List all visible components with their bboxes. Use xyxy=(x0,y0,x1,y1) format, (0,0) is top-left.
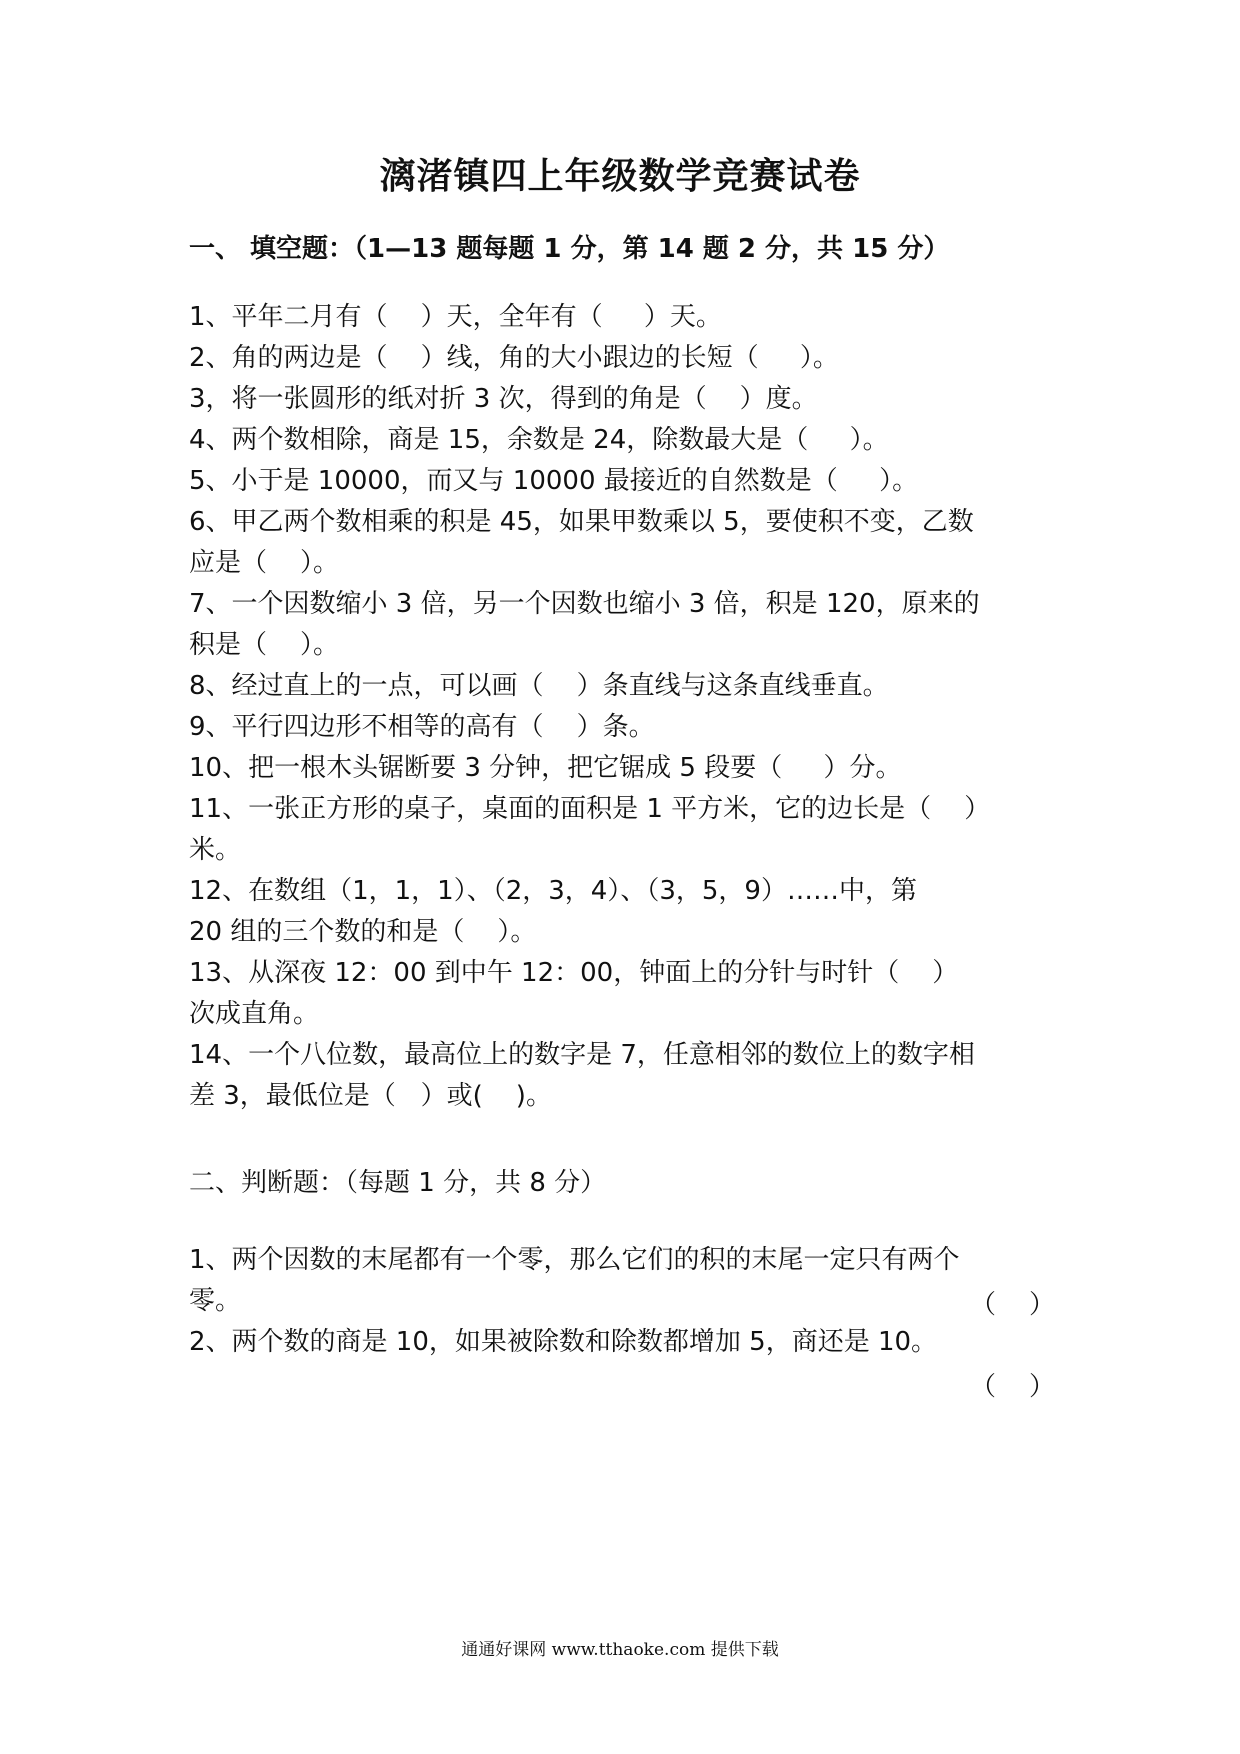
question-line: 1、平年二月有（ ）天，全年有（ ）天。 xyxy=(189,302,722,332)
question-line: 10、把一根木头锯断要 3 分钟，把它锯成 5 段要（ ）分。 xyxy=(189,753,902,783)
question-line: 米。 xyxy=(189,835,242,865)
question-line: 次成直角。 xyxy=(189,999,320,1029)
question-line: 6、甲乙两个数相乘的积是 45，如果甲数乘以 5，要使积不变，乙数 xyxy=(189,507,974,537)
question-line: 9、平行四边形不相等的高有（ ）条。 xyxy=(189,712,655,742)
question-line: 2、两个数的商是 10，如果被除数和除数都增加 5，商还是 10。 xyxy=(189,1327,938,1357)
question-line: 1、两个因数的末尾都有一个零，那么它们的积的末尾一定只有两个 xyxy=(189,1245,960,1275)
question-line: 零。 xyxy=(189,1286,242,1316)
section-2-heading: 二、判断题：（每题 1 分，共 8 分） xyxy=(189,1168,607,1198)
question-line: 8、经过直上的一点，可以画（ ）条直线与这条直线垂直。 xyxy=(189,671,889,701)
question-line: 3，将一张圆形的纸对折 3 次，得到的角是（ ）度。 xyxy=(189,384,818,414)
question-line: 积是（ ）。 xyxy=(189,630,340,660)
question-line: 11、一张正方形的桌子，桌面的面积是 1 平方米，它的边长是（ ） xyxy=(189,794,991,824)
question-line: 应是（ ）。 xyxy=(189,548,340,578)
question-line: 20 组的三个数的和是（ ）。 xyxy=(189,917,537,947)
footer-source: 通通好课网 www.tthaoke.com 提供下载 xyxy=(461,1640,779,1660)
question-line: 12、在数组（1，1，1）、（2，3，4）、（3，5，9）……中，第 xyxy=(189,876,917,906)
question-line: 差 3，最低位是（ ）或( )。 xyxy=(189,1081,552,1111)
question-line: 13、从深夜 12：00 到中午 12：00，钟面上的分针与时针（ ） xyxy=(189,958,959,988)
question-line: 4、两个数相除，商是 15，余数是 24，除数最大是（ ）。 xyxy=(189,425,889,455)
answer-parentheses: （ ） xyxy=(969,1290,1055,1320)
section-1-heading: 一、 填空题：（1—13 题每题 1 分，第 14 题 2 分，共 15 分） xyxy=(189,234,950,264)
question-line: 14、一个八位数，最高位上的数字是 7，任意相邻的数位上的数字相 xyxy=(189,1040,975,1070)
question-line: 5、小于是 10000，而又与 10000 最接近的自然数是（ ）。 xyxy=(189,466,919,496)
answer-parentheses: （ ） xyxy=(969,1372,1055,1402)
question-line: 2、角的两边是（ ）线，角的大小跟边的长短（ ）。 xyxy=(189,343,839,373)
question-line: 7、一个因数缩小 3 倍，另一个因数也缩小 3 倍，积是 120，原来的 xyxy=(189,589,980,619)
page-title: 漓渚镇四上年级数学竞赛试卷 xyxy=(379,155,861,197)
